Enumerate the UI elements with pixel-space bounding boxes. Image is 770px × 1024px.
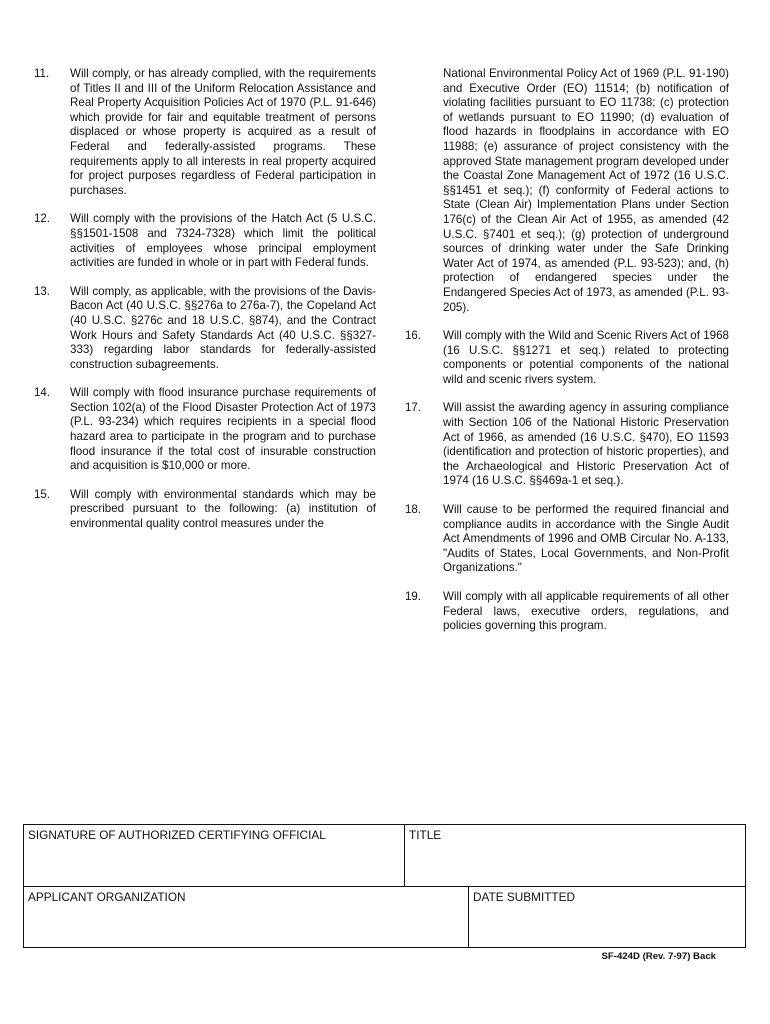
- item-number: 18.: [405, 504, 421, 517]
- item-text: National Environmental Policy Act of 1969 (P.L. 91-190) and Executive Order (EO) 11514; (b) notification of violating facilities pursuant to EO 11738; (c) protection of wetlands pursuant to EO 11990; (d) evaluation of flood hazards in floodplains in accordance with EO 11988; (e) assurance of project consistency with the approved State management program developed under the Coastal Zone Management Act of 1972 (16 U.S.C. §§1451 et seq.); (f) conformity of Federal actions to State (Clean Air) Implementation Plans under Section 176(c) of the Clean Air Act of 1955, as amended (42 U.S.C. §7401 et seq.); (g) protection of underground sources of drinking water under the Safe Drinking Water Act of 1974, as amended (P.L. 93-523); and, (h) protection of endangered species under the Endangered Species Act of 1973, as amended (P.L. 93-205).: [443, 67, 729, 314]
- item-number: 13.: [34, 285, 50, 298]
- right-column: [405, 67, 729, 634]
- item-number: 12.: [34, 213, 50, 226]
- assurance-item-15: [34, 488, 376, 532]
- item-number: 19.: [405, 591, 421, 603]
- assurance-item-18: [405, 503, 729, 576]
- form-identifier: SF-424D (Rev. 7-97) Back: [601, 951, 716, 962]
- title-label: TITLE: [409, 828, 442, 842]
- assurance-item-11: [34, 67, 376, 198]
- assurance-item-16: [405, 329, 729, 387]
- assurance-item-17: [405, 401, 729, 489]
- applicant-organization-field[interactable]: [24, 887, 469, 947]
- item-number: 14.: [34, 387, 50, 400]
- signature-field[interactable]: [24, 825, 405, 887]
- title-field[interactable]: [405, 825, 745, 887]
- date-submitted-label: DATE SUBMITTED: [473, 890, 576, 904]
- item-number: 16.: [405, 330, 421, 343]
- signature-label: SIGNATURE OF AUTHORIZED CERTIFYING OFFICIAL: [28, 828, 326, 842]
- applicant-organization-label: APPLICANT ORGANIZATION: [28, 890, 186, 904]
- date-submitted-field[interactable]: [469, 887, 745, 947]
- item-text: Will comply with environmental standards which may be prescribed pursuant to the following: (a) institution of environmental quality control measures under the: [70, 487, 376, 531]
- item-text: Will comply with flood insurance purchase requirements of Section 102(a) of the Flood Disaster Protection Act of 1973 (P.L. 93-234) which requires recipients in a special flood hazard area to participate in the program and to purchase flood insurance if the total cost of insurable construction and acquisition is $10,000 or more.: [70, 386, 376, 473]
- assurance-item-19: [405, 590, 729, 634]
- assurance-item-13: [34, 285, 376, 373]
- assurance-item-12: [34, 212, 376, 270]
- left-column: [34, 67, 376, 532]
- item-text: Will comply, or has already complied, with the requirements of Titles II and III of the Uniform Relocation Assistance and Real Property Acquisition Policies Act of 1970 (P.L. 91-646) which provide for fair and equitable treatment of persons displaced or whose property is acquired as a result of Federal and federally-assisted programs. These requirements apply to all interests in real property acquired for project purposes regardless of Federal participation in purchases.: [70, 67, 376, 197]
- signature-table: [23, 824, 746, 948]
- item-number: 17.: [405, 402, 421, 415]
- item-text: Will assist the awarding agency in assuring compliance with Section 106 of the National Historic Preservation Act of 1966, as amended (16 U.S.C. §470), EO 11593 (identification and protection of historic properties), and the Archaeological and Historic Preservation Act of 1974 (16 U.S.C. §§469a-1 et seq.).: [443, 401, 729, 488]
- assurance-item-14: [34, 386, 376, 474]
- item-number: 11.: [34, 68, 50, 80]
- item-number: 15.: [34, 488, 50, 501]
- assurance-item-15-continued: [405, 67, 729, 315]
- item-text: Will cause to be performed the required financial and compliance audits in accordance with the Single Audit Act Amendments of 1996 and OMB Circular No. A-133, "Audits of States, Local Governments, and Non-Profit Organizations.": [443, 503, 729, 575]
- item-text: Will comply with the Wild and Scenic Rivers Act of 1968 (16 U.S.C. §§1271 et seq.) related to protecting components or potential components of the national wild and scenic rivers system.: [443, 329, 729, 386]
- item-text: Will comply with the provisions of the Hatch Act (5 U.S.C. §§1501-1508 and 7324-7328) which limit the political activities of employees whose principal employment activities are funded in whole or in part with Federal funds.: [70, 212, 376, 270]
- item-text: Will comply, as applicable, with the provisions of the Davis-Bacon Act (40 U.S.C. §§276a to 276a-7), the Copeland Act (40 U.S.C. §276c and 18 U.S.C. §874), and the Contract Work Hours and Safety Standards Act (40 U.S.C. §§327-333) regarding labor standards for federally-assisted construction subagreements.: [70, 284, 376, 371]
- item-text: Will comply with all applicable requirements of all other Federal laws, executive orders, regulations, and policies governing this program.: [443, 590, 729, 633]
